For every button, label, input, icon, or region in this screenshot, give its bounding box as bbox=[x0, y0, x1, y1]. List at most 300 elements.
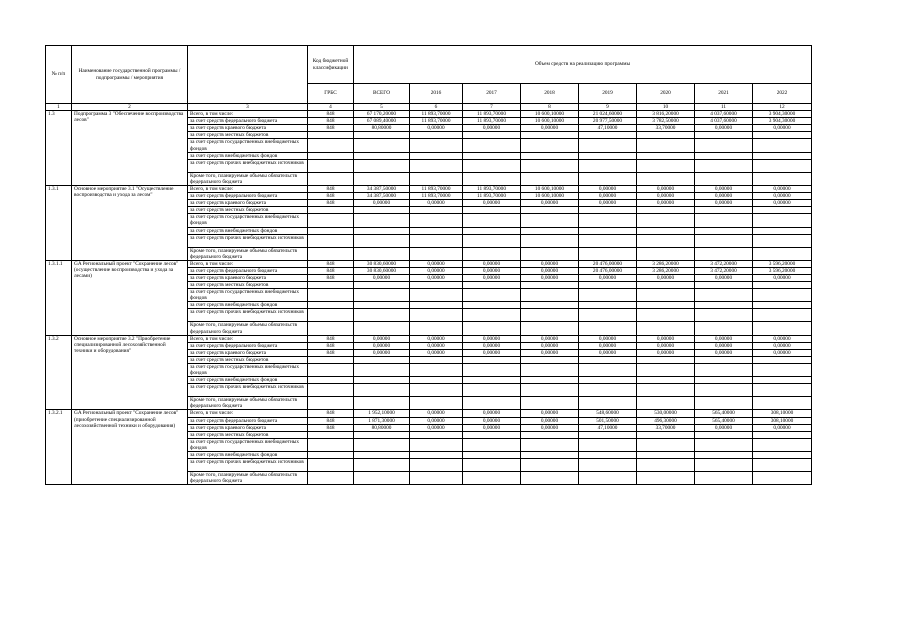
amount-cell bbox=[354, 431, 410, 438]
grbs-code bbox=[308, 377, 354, 384]
amount-cell: 0,00000 bbox=[521, 342, 579, 349]
funding-source: за счет средств краевого бюджета bbox=[188, 200, 308, 207]
amount-cell: 11 893,70000 bbox=[463, 118, 521, 125]
funding-source: за счет средств местных бюджетов bbox=[188, 207, 308, 214]
grbs-code bbox=[308, 438, 354, 451]
amount-cell bbox=[753, 364, 812, 377]
grbs-code bbox=[308, 207, 354, 214]
amount-cell bbox=[410, 159, 463, 172]
amount-cell: 10 600,10000 bbox=[521, 111, 579, 118]
amount-cell bbox=[354, 459, 410, 472]
amount-cell bbox=[410, 214, 463, 227]
amount-cell bbox=[410, 459, 463, 472]
amount-cell bbox=[410, 152, 463, 159]
amount-cell: 0,00000 bbox=[521, 410, 579, 417]
amount-cell bbox=[637, 159, 695, 172]
amount-cell bbox=[753, 289, 812, 302]
amount-cell bbox=[579, 159, 637, 172]
funding-source: за счет средств прочих внебюджетных источников bbox=[188, 384, 308, 397]
amount-cell bbox=[354, 159, 410, 172]
funding-source: Всего, в том числе: bbox=[188, 185, 308, 192]
amount-cell: 0,00000 bbox=[695, 335, 753, 342]
amount-cell bbox=[354, 384, 410, 397]
amount-cell bbox=[354, 227, 410, 234]
amount-cell bbox=[521, 152, 579, 159]
funding-source: за счет средств государственных внебюджетных фондов bbox=[188, 139, 308, 152]
funding-source: за счет средств местных бюджетов bbox=[188, 282, 308, 289]
amount-cell: 0,00000 bbox=[463, 125, 521, 132]
amount-cell: 3 816,20000 bbox=[637, 111, 695, 118]
amount-cell: 1 952,10000 bbox=[354, 410, 410, 417]
amount-cell bbox=[637, 377, 695, 384]
amount-cell: 0,00000 bbox=[695, 274, 753, 281]
amount-cell: 34 387,50000 bbox=[354, 185, 410, 192]
amount-cell bbox=[579, 459, 637, 472]
amount-cell: 0,00000 bbox=[521, 274, 579, 281]
amount-cell bbox=[753, 152, 812, 159]
amount-cell bbox=[410, 322, 463, 335]
col-header-year: 2016 bbox=[410, 84, 463, 104]
grbs-code bbox=[308, 172, 354, 185]
amount-cell bbox=[753, 384, 812, 397]
amount-cell: 11 893,70000 bbox=[410, 185, 463, 192]
amount-cell bbox=[521, 139, 579, 152]
funding-source: за счет средств местных бюджетов bbox=[188, 356, 308, 363]
col-header-year: 2022 bbox=[753, 84, 812, 104]
funding-source: Кроме того, планируемые объемы обязательств федерального бюджета bbox=[188, 472, 308, 485]
amount-cell: 0,00000 bbox=[637, 193, 695, 200]
amount-cell: 33,70000 bbox=[637, 125, 695, 132]
funding-source: Кроме того, планируемые объемы обязательств федерального бюджета bbox=[188, 247, 308, 260]
amount-cell bbox=[637, 309, 695, 322]
column-number: 3 bbox=[188, 104, 308, 111]
amount-cell bbox=[410, 356, 463, 363]
amount-cell: 3 286,20000 bbox=[637, 260, 695, 267]
grbs-code bbox=[308, 472, 354, 485]
amount-cell bbox=[354, 247, 410, 260]
amount-cell: 0,00000 bbox=[637, 274, 695, 281]
amount-cell bbox=[463, 377, 521, 384]
funding-source: за счет средств внебюджетных фондов bbox=[188, 152, 308, 159]
amount-cell: 11 893,70000 bbox=[410, 111, 463, 118]
amount-cell: 0,00000 bbox=[753, 200, 812, 207]
amount-cell bbox=[354, 139, 410, 152]
col-header-grbs: ГРБС bbox=[308, 84, 354, 104]
funding-source: за счет средств государственных внебюджетных фондов bbox=[188, 214, 308, 227]
amount-cell bbox=[354, 172, 410, 185]
amount-cell bbox=[695, 247, 753, 260]
amount-cell: 0,00000 bbox=[354, 274, 410, 281]
amount-cell: 0,00000 bbox=[695, 424, 753, 431]
amount-cell bbox=[521, 472, 579, 485]
amount-cell bbox=[521, 377, 579, 384]
grbs-code bbox=[308, 227, 354, 234]
amount-cell bbox=[521, 289, 579, 302]
amount-cell bbox=[521, 234, 579, 247]
amount-cell bbox=[579, 438, 637, 451]
col-header-year: 2019 bbox=[579, 84, 637, 104]
col-header-year: ВСЕГО bbox=[354, 84, 410, 104]
amount-cell bbox=[637, 207, 695, 214]
amount-cell bbox=[579, 364, 637, 377]
amount-cell bbox=[410, 302, 463, 309]
col-header-year: 2017 bbox=[463, 84, 521, 104]
grbs-code: 848 bbox=[308, 410, 354, 417]
amount-cell bbox=[579, 472, 637, 485]
amount-cell: 0,00000 bbox=[410, 260, 463, 267]
amount-cell: 530,00000 bbox=[637, 410, 695, 417]
grbs-code bbox=[308, 364, 354, 377]
funding-source: за счет средств государственных внебюджетных фондов bbox=[188, 364, 308, 377]
funding-source: за счет средств местных бюджетов bbox=[188, 431, 308, 438]
amount-cell: 11 893,70000 bbox=[410, 193, 463, 200]
amount-cell bbox=[463, 152, 521, 159]
amount-cell bbox=[410, 309, 463, 322]
amount-cell: 10 600,10000 bbox=[521, 118, 579, 125]
amount-cell: 3 782,50000 bbox=[637, 118, 695, 125]
amount-cell: 0,00000 bbox=[521, 335, 579, 342]
amount-cell: 33,70000 bbox=[637, 424, 695, 431]
column-number: 1 bbox=[46, 104, 72, 111]
amount-cell bbox=[695, 364, 753, 377]
amount-cell bbox=[463, 247, 521, 260]
column-number: 2 bbox=[72, 104, 188, 111]
amount-cell: 3 472,20000 bbox=[695, 260, 753, 267]
table-row bbox=[46, 335, 812, 342]
amount-cell bbox=[579, 397, 637, 410]
amount-cell bbox=[410, 431, 463, 438]
amount-cell: 4 037,60000 bbox=[695, 118, 753, 125]
grbs-code bbox=[308, 309, 354, 322]
grbs-code: 848 bbox=[308, 335, 354, 342]
amount-cell: 0,00000 bbox=[463, 417, 521, 424]
amount-cell: 11 893,70000 bbox=[410, 118, 463, 125]
funding-source: Кроме того, планируемые объемы обязательств федерального бюджета bbox=[188, 397, 308, 410]
amount-cell bbox=[463, 472, 521, 485]
amount-cell: 0,00000 bbox=[753, 274, 812, 281]
grbs-code bbox=[308, 397, 354, 410]
amount-cell: 3 286,20000 bbox=[637, 267, 695, 274]
amount-cell: 0,00000 bbox=[579, 335, 637, 342]
amount-cell bbox=[753, 472, 812, 485]
grbs-code bbox=[308, 459, 354, 472]
amount-cell: 3 904,30000 bbox=[753, 118, 812, 125]
amount-cell bbox=[637, 459, 695, 472]
funding-source: Всего, в том числе: bbox=[188, 260, 308, 267]
amount-cell bbox=[354, 132, 410, 139]
amount-cell: 0,00000 bbox=[521, 417, 579, 424]
funding-source: за счет средств внебюджетных фондов bbox=[188, 452, 308, 459]
amount-cell bbox=[463, 234, 521, 247]
amount-cell: 0,00000 bbox=[753, 185, 812, 192]
program-name: GA Региональный проект "Сохранение лесов" (осуществление воспроизводства и ухода за лесами) bbox=[72, 260, 188, 335]
amount-cell: 47,10000 bbox=[579, 125, 637, 132]
amount-cell bbox=[410, 377, 463, 384]
amount-cell bbox=[695, 139, 753, 152]
amount-cell: 0,00000 bbox=[579, 185, 637, 192]
amount-cell bbox=[579, 322, 637, 335]
amount-cell: 3 596,20000 bbox=[753, 260, 812, 267]
grbs-code: 848 bbox=[308, 349, 354, 356]
amount-cell bbox=[695, 302, 753, 309]
amount-cell bbox=[695, 172, 753, 185]
amount-cell bbox=[521, 302, 579, 309]
amount-cell bbox=[521, 132, 579, 139]
amount-cell bbox=[579, 289, 637, 302]
amount-cell bbox=[753, 234, 812, 247]
grbs-code: 848 bbox=[308, 111, 354, 118]
amount-cell bbox=[753, 438, 812, 451]
amount-cell: 3 904,30000 bbox=[753, 111, 812, 118]
amount-cell bbox=[354, 356, 410, 363]
amount-cell bbox=[463, 452, 521, 459]
amount-cell: 0,00000 bbox=[410, 424, 463, 431]
row-number: 1.3.2.1 bbox=[46, 410, 72, 485]
amount-cell bbox=[463, 207, 521, 214]
amount-cell bbox=[579, 247, 637, 260]
amount-cell: 0,00000 bbox=[521, 260, 579, 267]
amount-cell bbox=[695, 282, 753, 289]
amount-cell bbox=[463, 459, 521, 472]
amount-cell bbox=[579, 234, 637, 247]
amount-cell: 0,00000 bbox=[579, 200, 637, 207]
amount-cell: 34 387,50000 bbox=[354, 193, 410, 200]
amount-cell: 0,00000 bbox=[410, 410, 463, 417]
amount-cell bbox=[521, 227, 579, 234]
grbs-code: 848 bbox=[308, 424, 354, 431]
amount-cell: 0,00000 bbox=[354, 349, 410, 356]
grbs-code bbox=[308, 132, 354, 139]
amount-cell: 0,00000 bbox=[521, 424, 579, 431]
amount-cell bbox=[579, 384, 637, 397]
grbs-code bbox=[308, 289, 354, 302]
amount-cell bbox=[521, 452, 579, 459]
grbs-code bbox=[308, 152, 354, 159]
amount-cell: 0,00000 bbox=[637, 342, 695, 349]
amount-cell bbox=[410, 472, 463, 485]
amount-cell bbox=[521, 364, 579, 377]
amount-cell bbox=[695, 309, 753, 322]
amount-cell: 0,00000 bbox=[695, 193, 753, 200]
amount-cell: 0,00000 bbox=[579, 274, 637, 281]
grbs-code bbox=[308, 452, 354, 459]
grbs-code: 848 bbox=[308, 200, 354, 207]
amount-cell bbox=[521, 356, 579, 363]
funding-source: за счет средств внебюджетных фондов bbox=[188, 377, 308, 384]
amount-cell: 0,00000 bbox=[695, 342, 753, 349]
funding-source: Всего, в том числе: bbox=[188, 410, 308, 417]
amount-cell bbox=[579, 214, 637, 227]
amount-cell bbox=[637, 227, 695, 234]
amount-cell bbox=[753, 459, 812, 472]
funding-source: за счет средств внебюджетных фондов bbox=[188, 302, 308, 309]
amount-cell bbox=[521, 172, 579, 185]
amount-cell bbox=[463, 438, 521, 451]
grbs-code: 848 bbox=[308, 342, 354, 349]
amount-cell: 11 893,70000 bbox=[463, 111, 521, 118]
amount-cell bbox=[753, 282, 812, 289]
funding-source: за счет средств государственных внебюджетных фондов bbox=[188, 289, 308, 302]
amount-cell bbox=[753, 302, 812, 309]
amount-cell bbox=[637, 234, 695, 247]
amount-cell bbox=[579, 356, 637, 363]
amount-cell: 80,80000 bbox=[354, 424, 410, 431]
amount-cell: 0,00000 bbox=[463, 410, 521, 417]
amount-cell bbox=[410, 139, 463, 152]
amount-cell bbox=[579, 309, 637, 322]
col-header-volume: Объем средств на реализацию программы bbox=[354, 46, 812, 84]
amount-cell: 0,00000 bbox=[637, 200, 695, 207]
amount-cell: 0,00000 bbox=[579, 342, 637, 349]
column-number: 10 bbox=[637, 104, 695, 111]
amount-cell bbox=[637, 214, 695, 227]
amount-cell bbox=[695, 152, 753, 159]
amount-cell: 0,00000 bbox=[463, 342, 521, 349]
amount-cell: 0,00000 bbox=[463, 349, 521, 356]
amount-cell: 0,00000 bbox=[753, 349, 812, 356]
amount-cell: 0,00000 bbox=[410, 274, 463, 281]
amount-cell bbox=[579, 172, 637, 185]
amount-cell: 0,00000 bbox=[410, 342, 463, 349]
amount-cell bbox=[637, 384, 695, 397]
amount-cell: 0,00000 bbox=[410, 125, 463, 132]
amount-cell bbox=[695, 384, 753, 397]
amount-cell: 548,60000 bbox=[579, 410, 637, 417]
amount-cell bbox=[354, 472, 410, 485]
amount-cell bbox=[410, 364, 463, 377]
amount-cell bbox=[410, 227, 463, 234]
grbs-code: 848 bbox=[308, 125, 354, 132]
amount-cell bbox=[410, 234, 463, 247]
amount-cell: 0,00000 bbox=[463, 335, 521, 342]
amount-cell: 0,00000 bbox=[463, 200, 521, 207]
amount-cell: 0,00000 bbox=[753, 342, 812, 349]
amount-cell bbox=[463, 431, 521, 438]
amount-cell bbox=[521, 214, 579, 227]
amount-cell bbox=[463, 214, 521, 227]
amount-cell bbox=[637, 472, 695, 485]
amount-cell bbox=[354, 234, 410, 247]
grbs-code: 848 bbox=[308, 185, 354, 192]
amount-cell bbox=[521, 459, 579, 472]
column-number: 4 bbox=[308, 104, 354, 111]
amount-cell: 501,50000 bbox=[579, 417, 637, 424]
column-number: 5 bbox=[354, 104, 410, 111]
col-header-num: № п/п bbox=[46, 46, 72, 104]
col-header-year: 2020 bbox=[637, 84, 695, 104]
amount-cell bbox=[753, 207, 812, 214]
grbs-code bbox=[308, 214, 354, 227]
amount-cell bbox=[521, 207, 579, 214]
amount-cell: 11 893,70000 bbox=[463, 193, 521, 200]
grbs-code bbox=[308, 234, 354, 247]
amount-cell bbox=[463, 356, 521, 363]
amount-cell bbox=[579, 302, 637, 309]
amount-cell bbox=[579, 227, 637, 234]
amount-cell bbox=[354, 302, 410, 309]
funding-source: за счет средств прочих внебюджетных источников bbox=[188, 459, 308, 472]
amount-cell bbox=[695, 289, 753, 302]
amount-cell bbox=[637, 452, 695, 459]
amount-cell bbox=[354, 377, 410, 384]
amount-cell bbox=[410, 452, 463, 459]
amount-cell bbox=[695, 214, 753, 227]
funding-source: за счет средств прочих внебюджетных источников bbox=[188, 159, 308, 172]
funding-source: за счет средств внебюджетных фондов bbox=[188, 227, 308, 234]
amount-cell: 0,00000 bbox=[753, 335, 812, 342]
amount-cell bbox=[753, 309, 812, 322]
amount-cell bbox=[695, 438, 753, 451]
amount-cell bbox=[637, 431, 695, 438]
amount-cell bbox=[695, 377, 753, 384]
amount-cell bbox=[521, 438, 579, 451]
amount-cell bbox=[410, 172, 463, 185]
amount-cell: 0,00000 bbox=[463, 424, 521, 431]
amount-cell bbox=[753, 159, 812, 172]
amount-cell bbox=[579, 152, 637, 159]
amount-cell bbox=[753, 356, 812, 363]
grbs-code bbox=[308, 384, 354, 397]
funding-source: за счет средств федерального бюджета bbox=[188, 118, 308, 125]
amount-cell bbox=[354, 364, 410, 377]
budget-sheet bbox=[45, 45, 812, 485]
grbs-code bbox=[308, 282, 354, 289]
funding-source: за счет средств государственных внебюджетных фондов bbox=[188, 438, 308, 451]
amount-cell bbox=[753, 227, 812, 234]
amount-cell bbox=[521, 322, 579, 335]
amount-cell bbox=[410, 132, 463, 139]
table-row bbox=[46, 260, 812, 267]
amount-cell: 47,10000 bbox=[579, 424, 637, 431]
funding-source: за счет средств краевого бюджета bbox=[188, 424, 308, 431]
amount-cell: 0,00000 bbox=[521, 267, 579, 274]
amount-cell bbox=[637, 247, 695, 260]
grbs-code: 848 bbox=[308, 274, 354, 281]
amount-cell bbox=[753, 214, 812, 227]
amount-cell: 30 830,60000 bbox=[354, 260, 410, 267]
amount-cell bbox=[753, 397, 812, 410]
amount-cell: 20 476,00000 bbox=[579, 267, 637, 274]
amount-cell: 0,00000 bbox=[695, 200, 753, 207]
amount-cell bbox=[354, 282, 410, 289]
funding-source: за счет средств краевого бюджета bbox=[188, 125, 308, 132]
column-number: 12 bbox=[753, 104, 812, 111]
amount-cell bbox=[637, 438, 695, 451]
amount-cell: 0,00000 bbox=[463, 260, 521, 267]
amount-cell: 565,40000 bbox=[695, 410, 753, 417]
amount-cell bbox=[753, 132, 812, 139]
amount-cell bbox=[753, 377, 812, 384]
amount-cell bbox=[695, 472, 753, 485]
table-row bbox=[46, 111, 812, 118]
amount-cell: 0,00000 bbox=[753, 424, 812, 431]
amount-cell bbox=[463, 227, 521, 234]
budget-table bbox=[45, 45, 812, 485]
amount-cell: 21 024,60000 bbox=[579, 111, 637, 118]
amount-cell bbox=[354, 152, 410, 159]
amount-cell bbox=[695, 132, 753, 139]
amount-cell bbox=[463, 309, 521, 322]
column-number: 8 bbox=[521, 104, 579, 111]
funding-source: за счет средств прочих внебюджетных источников bbox=[188, 309, 308, 322]
amount-cell: 0,00000 bbox=[579, 193, 637, 200]
column-number: 7 bbox=[463, 104, 521, 111]
amount-cell: 0,00000 bbox=[637, 335, 695, 342]
amount-cell: 0,00000 bbox=[410, 417, 463, 424]
amount-cell: 1 871,30000 bbox=[354, 417, 410, 424]
amount-cell bbox=[463, 282, 521, 289]
row-number: 1.3.1 bbox=[46, 185, 72, 260]
